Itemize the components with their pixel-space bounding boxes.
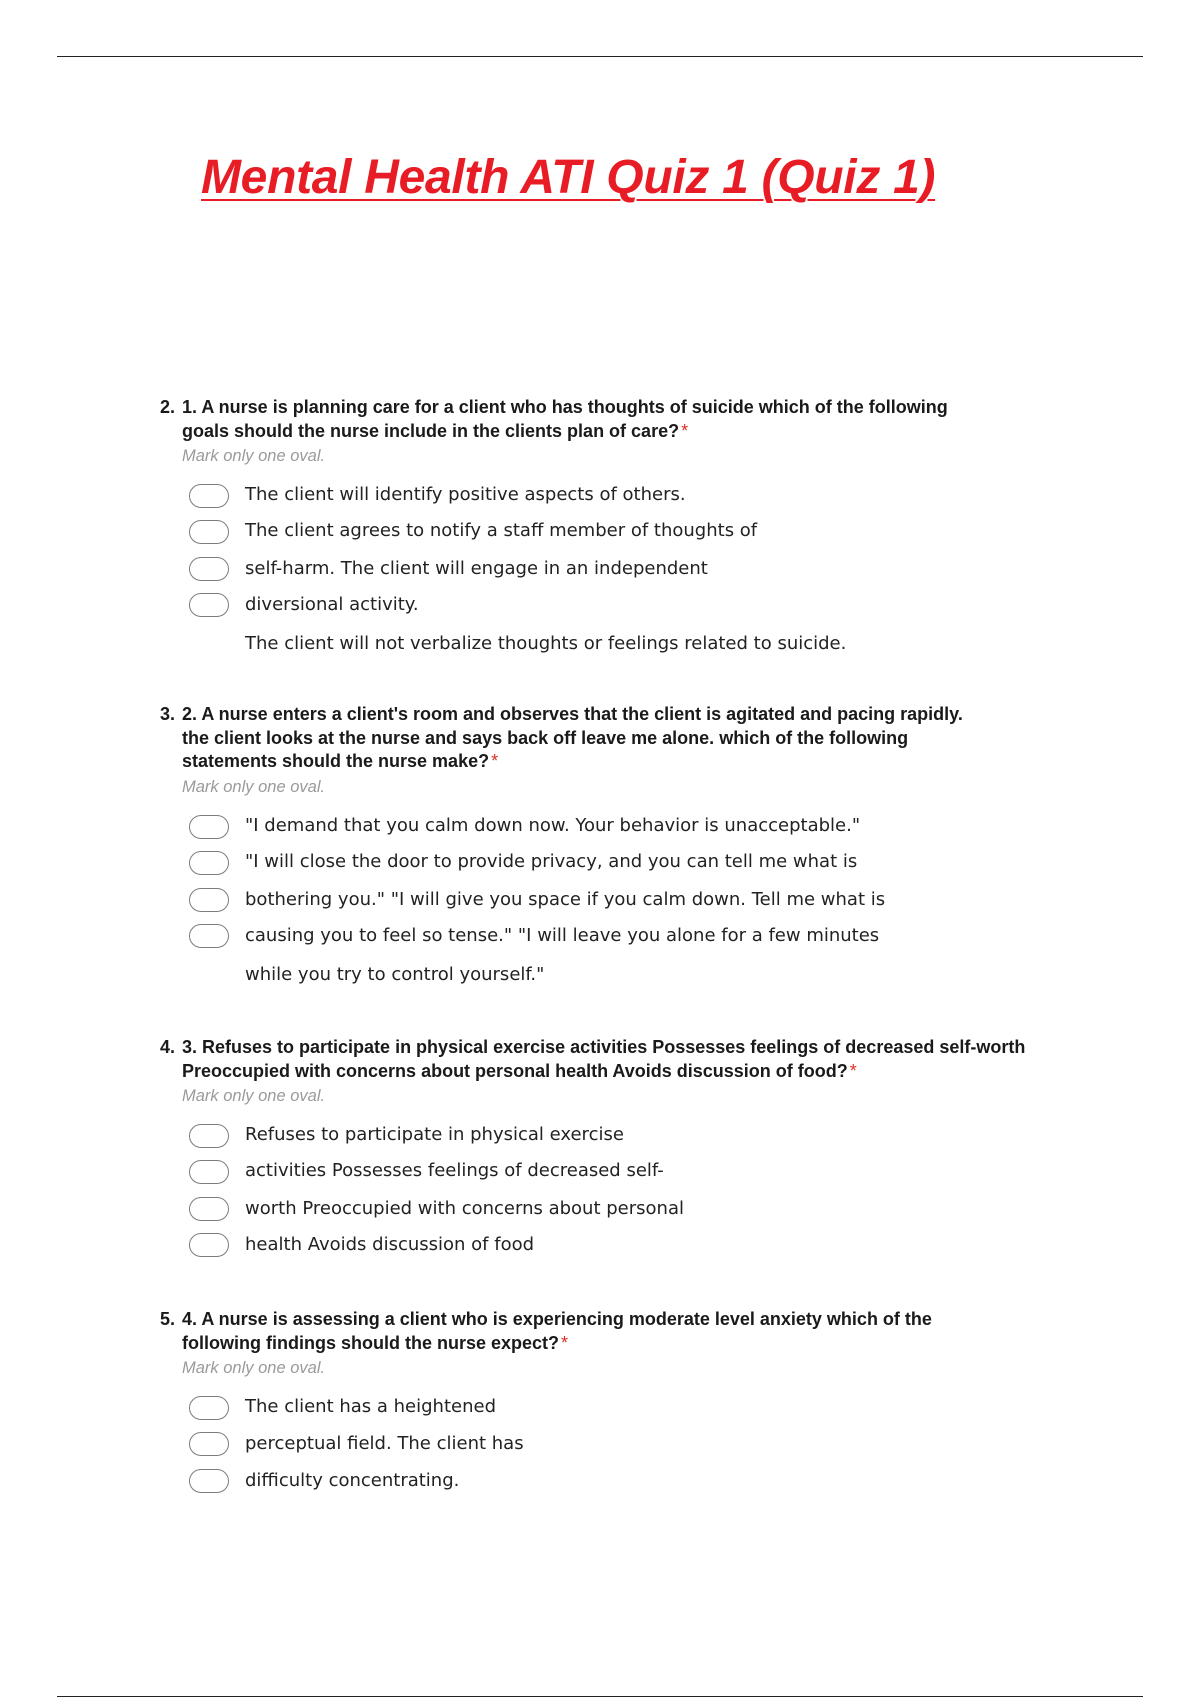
question-text — [160, 703, 990, 774]
option-label: "I demand that you calm down now. Your behavior is unacceptable." — [245, 814, 861, 836]
question-prompt: 4. A nurse is assessing a client who is experiencing moderate level anxiety which of the following findings should the nurse expect? — [182, 1309, 932, 1353]
question-3 — [160, 703, 990, 985]
answer-hint: Mark only one oval. — [182, 1359, 326, 1377]
required-marker: * — [849, 1060, 857, 1081]
radio-oval[interactable] — [189, 1469, 229, 1493]
radio-oval[interactable] — [189, 924, 229, 948]
option-label: self-harm. The client will engage in an independent — [245, 558, 708, 579]
answer-hint: Mark only one oval. — [182, 777, 326, 796]
option-label: difficulty concentrating. — [245, 1470, 460, 1491]
question-number: 2. — [160, 397, 176, 417]
required-marker: * — [681, 420, 689, 441]
question-text — [160, 1308, 990, 1355]
required-marker: * — [491, 751, 499, 771]
radio-oval[interactable] — [189, 888, 229, 912]
radio-oval[interactable] — [189, 851, 229, 875]
answer-hint: Mark only one oval. — [182, 1087, 326, 1105]
option-label: The client will identify positive aspects of others. — [245, 484, 686, 505]
option-label: diversional activity. — [245, 594, 419, 615]
option-label: The client will not verbalize thoughts or feelings related to suicide. — [245, 633, 847, 654]
option-label: Refuses to participate in physical exercise — [245, 1124, 624, 1145]
answer-hint: Mark only one oval. — [182, 447, 326, 465]
radio-oval[interactable] — [189, 1396, 229, 1420]
options-group — [160, 811, 990, 985]
radio-oval[interactable] — [189, 1233, 229, 1257]
question-number: 4. — [160, 1037, 176, 1057]
option-label: perceptual field. The client has — [245, 1433, 524, 1454]
radio-oval[interactable] — [189, 815, 229, 839]
option-label: bothering you." "I will give you space if you calm down. Tell me what is — [245, 888, 886, 910]
radio-oval[interactable] — [189, 484, 229, 508]
radio-oval[interactable] — [189, 520, 229, 544]
question-text — [160, 396, 960, 443]
option-label: worth Preoccupied with concerns about personal — [245, 1198, 684, 1219]
question-text — [160, 1036, 1060, 1083]
question-prompt: 1. A nurse is planning care for a client who has thoughts of suicide which of the following goals should the nurse include in the clients plan of care? — [182, 397, 948, 441]
option-label: "I will close the door to provide privacy, and you can tell me what is — [245, 850, 858, 872]
document-title: Mental Health ATI Quiz 1 (Quiz 1) — [201, 151, 936, 204]
question-number: 3. — [160, 704, 176, 724]
radio-oval[interactable] — [189, 1432, 229, 1456]
top-rule — [57, 56, 1143, 57]
radio-oval[interactable] — [189, 1197, 229, 1221]
question-2 — [160, 396, 960, 654]
radio-oval[interactable] — [189, 1160, 229, 1184]
option-label: The client agrees to notify a staff member of thoughts of — [245, 520, 758, 541]
option-label: The client has a heightened — [245, 1396, 497, 1417]
options-group — [160, 1392, 990, 1502]
options-group — [160, 1120, 1060, 1260]
radio-oval[interactable] — [189, 1124, 229, 1148]
question-prompt: 2. A nurse enters a client's room and observes that the client is agitated and pacing rapidly. the client looks at the nurse and says back off leave me alone. which of the following statements should the nurse make? — [182, 704, 963, 771]
radio-oval[interactable] — [189, 593, 229, 617]
question-5 — [160, 1308, 990, 1502]
option-label: while you try to control yourself." — [245, 963, 545, 985]
bottom-rule — [57, 1696, 1143, 1697]
option-label: activities Possesses feelings of decreased self- — [245, 1160, 664, 1181]
option-label: causing you to feel so tense." "I will leave you alone for a few minutes — [245, 924, 880, 946]
question-prompt: 3. Refuses to participate in physical exercise activities Possesses feelings of decreased self-worth Preoccupied with concerns about personal health Avoids discussion of food? — [182, 1037, 1026, 1081]
option-label: health Avoids discussion of food — [245, 1234, 535, 1255]
options-group — [160, 480, 960, 654]
required-marker: * — [561, 1332, 569, 1353]
radio-oval[interactable] — [189, 557, 229, 581]
question-4 — [160, 1036, 1060, 1260]
question-number: 5. — [160, 1309, 176, 1329]
